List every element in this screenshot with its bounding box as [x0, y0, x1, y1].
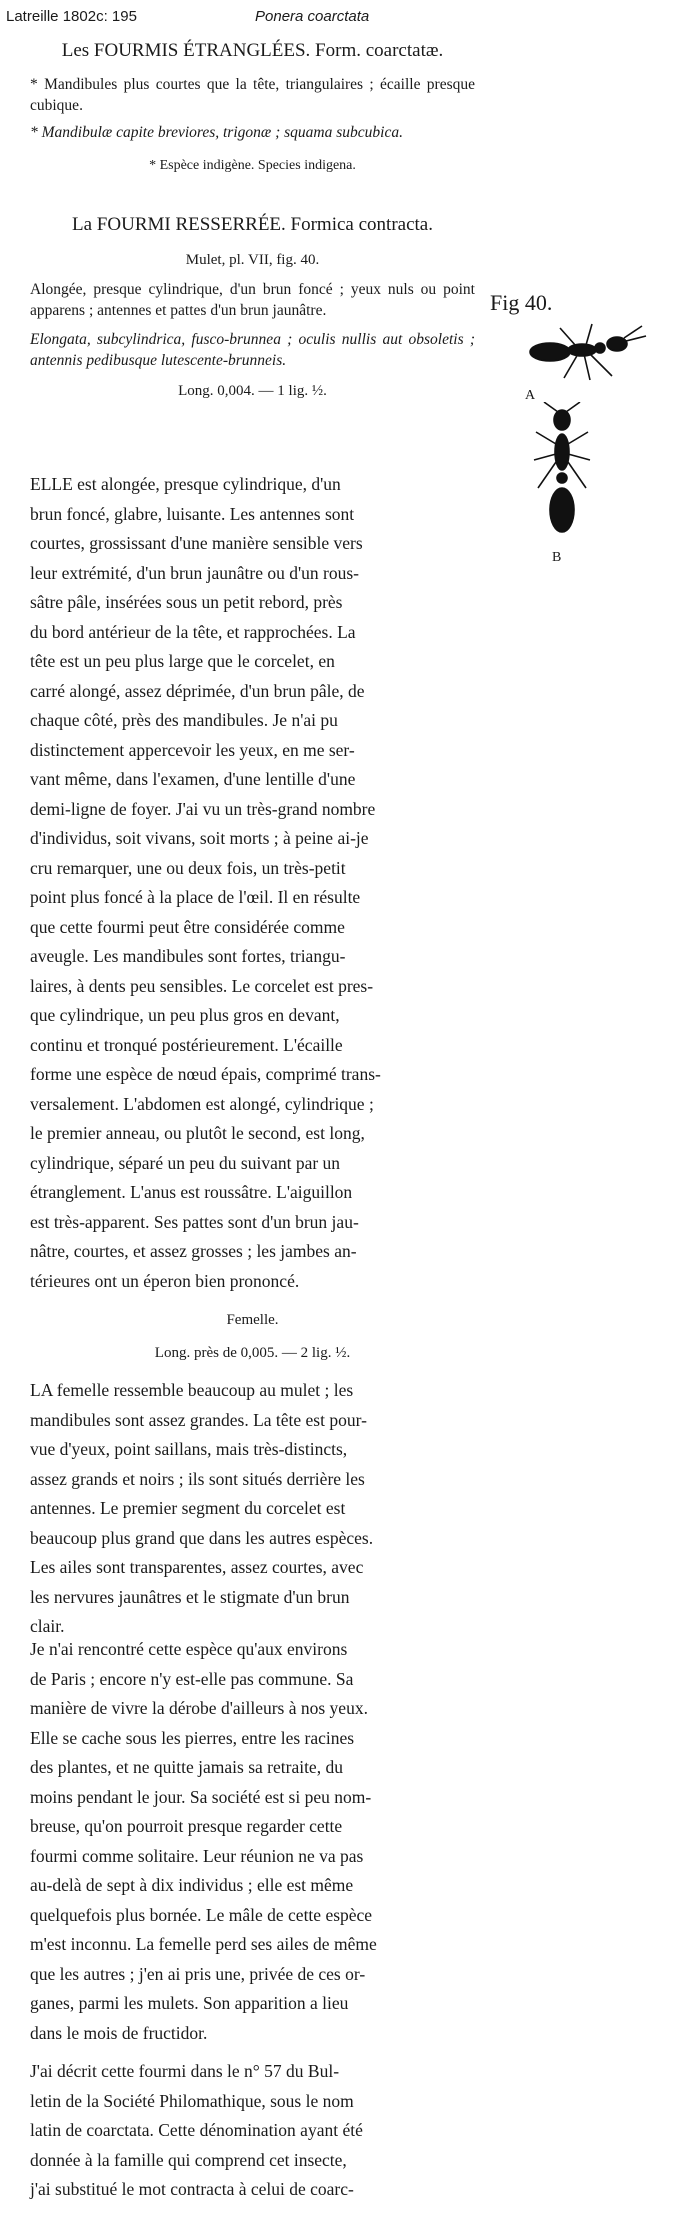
body-paragraph-2 — [30, 1635, 475, 2048]
text-line: fourmi comme solitaire. Leur réunion ne va pas — [30, 1845, 364, 1866]
text-line: chaque côté, près des mandibules. Je n'ai pu — [30, 710, 338, 730]
text-line: ELLE est alongée, presque cylindrique, d'un — [30, 474, 341, 494]
text-line: térieures ont un éperon bien prononcé. — [30, 1270, 300, 1291]
female-description — [30, 1376, 475, 1642]
text-line: cru remarquer, une ou deux fois, un très-petit — [30, 857, 346, 878]
text-line: du bord antérieur de la tête, et rapprochées. La — [30, 621, 356, 642]
text-line: letin de la Société Philomathique, sous le nom — [30, 2090, 354, 2111]
species-head — [30, 210, 475, 402]
text-line: distinctement appercevoir les yeux, en me ser- — [30, 739, 355, 760]
figure-label: Fig 40. — [490, 290, 553, 315]
species-length: Long. 0,004. — 1 lig. ½. — [178, 382, 327, 399]
species-diagnosis-fr: Alongée, presque cylindrique, d'un brun foncé ; yeux nuls ou point apparens ; antennes et pattes d'un brun jaunâtre. — [30, 280, 475, 319]
text-line: m'est inconnu. La femelle perd ses ailes de même — [30, 1934, 377, 1954]
text-line: tête est un peu plus large que le corcelet, en — [30, 651, 335, 671]
ant-figure — [490, 290, 670, 570]
text-line: vue d'yeux, point saillans, mais très-distincts, — [30, 1439, 348, 1459]
text-line: latin de coarctata. Cette dénomination ayant été — [30, 2120, 363, 2140]
species-title: La FOURMI RESSERRÉE. Formica contracta. — [72, 214, 433, 235]
body-paragraph-1 — [30, 470, 475, 1296]
figure-a-label: A — [525, 388, 536, 403]
text-line: les nervures jaunâtres et le stigmate d'un brun — [30, 1586, 350, 1607]
text-line: beaucoup plus grand que dans les autres espèces. — [30, 1527, 374, 1548]
text-line: Je n'ai rencontré cette espèce qu'aux environs — [30, 1639, 348, 1659]
text-line: est très-apparent. Ses pattes sont d'un brun jau- — [30, 1211, 359, 1232]
female-length: Long. près de 0,005. — 2 lig. ½. — [154, 1345, 351, 1361]
text-line: de Paris ; encore n'y est-elle pas commune. Sa — [30, 1668, 354, 1689]
page-header-left: Latreille 1802c: 195 — [6, 8, 137, 25]
text-line: étranglement. L'anus est roussâtre. L'aiguillon — [30, 1182, 353, 1202]
text-line: courtes, grossissant d'une manière sensible vers — [30, 533, 363, 553]
text-line: J'ai décrit cette fourmi dans le n° 57 du Bul- — [30, 2061, 340, 2081]
text-line: d'individus, soit vivans, soit morts ; à peine ai-je — [30, 828, 369, 848]
text-line: carré alongé, assez déprimée, d'un brun pâle, de — [30, 680, 365, 701]
text-line: assez grands et noirs ; ils sont situés derrière les — [30, 1468, 365, 1489]
section-note-fr: * Mandibules plus courtes que la tête, triangulaires ; écaille presque cubique. — [30, 75, 475, 114]
text-line: dans le mois de fructidor. — [30, 2022, 208, 2043]
text-line: laires, à dents peu sensibles. Le corcelet est pres- — [30, 975, 374, 996]
section-head — [30, 36, 475, 176]
text-line: clair. — [30, 1616, 65, 1636]
text-line: le premier anneau, ou plutôt le second, est long, — [30, 1123, 365, 1143]
female-section — [30, 1310, 475, 1642]
text-line: nâtre, courtes, et assez grosses ; les jambes an- — [30, 1241, 357, 1261]
section-note-la: * Mandibulæ capite breviores, trigonæ ; squama subcubica. — [30, 123, 403, 141]
ant-a-illustration — [520, 314, 650, 394]
text-line: Elle se cache sous les pierres, entre les racines — [30, 1727, 355, 1748]
text-line: au-delà de sept à dix individus ; elle est même — [30, 1875, 354, 1895]
ant-b-illustration — [532, 402, 592, 562]
section-indigene: * Espèce indigène. Species indigena. — [149, 157, 356, 173]
body-paragraph-3 — [30, 2057, 475, 2205]
text-line: versalement. L'abdomen est alongé, cylindrique ; — [30, 1093, 374, 1114]
text-line: donnée à la famille qui comprend cet insecte, — [30, 2149, 347, 2170]
species-diagnosis-la: Elongata, subcylindrica, fusco-brunnea ; oculis nullis aut obsoletis ; antennis pedibusque lutescente-brunneis. — [30, 330, 475, 369]
text-line: moins pendant le jour. Sa société est si peu nom- — [30, 1786, 372, 1807]
text-line: leur extrémité, d'un brun jaunâtre ou d'un rous- — [30, 562, 359, 583]
text-line: forme une espèce de nœud épais, comprimé trans- — [30, 1064, 381, 1084]
section-title: Les FOURMIS ÉTRANGLÉES. Form. coarctatæ. — [61, 40, 444, 61]
text-line: que cette fourmi peut être considérée comme — [30, 916, 345, 937]
text-line: Les ailes sont transparentes, assez courtes, avec — [30, 1557, 364, 1577]
female-heading: Femelle. — [226, 1312, 279, 1328]
text-line: j'ai substitué le mot contracta à celui de coarc- — [30, 2179, 354, 2199]
text-line: mandibules sont assez grandes. La tête est pour- — [30, 1409, 367, 1430]
text-line: LA femelle ressemble beaucoup au mulet ; les — [30, 1380, 354, 1400]
text-line: que les autres ; j'en ai pris une, privée de ces or- — [30, 1963, 366, 1984]
page-header-right: Ponera coarctata — [255, 8, 370, 25]
text-line: ganes, parmi les mulets. Son apparition a lieu — [30, 1993, 349, 2013]
text-line: brun foncé, glabre, luisante. Les antennes sont — [30, 503, 355, 524]
text-line: breuse, qu'on pourroit presque regarder cette — [30, 1816, 343, 1836]
text-line: manière de vivre la dérobe d'ailleurs à nos yeux. — [30, 1698, 368, 1718]
figure-b-label: B — [552, 550, 562, 565]
text-line: aveugle. Les mandibules sont fortes, triangu- — [30, 946, 346, 966]
text-line: que cylindrique, un peu plus gros en devant, — [30, 1005, 340, 1025]
text-line: demi-ligne de foyer. J'ai vu un très-grand nombre — [30, 798, 376, 819]
species-plate: Mulet, pl. VII, fig. 40. — [185, 251, 320, 268]
text-line: vant même, dans l'examen, d'une lentille d'une — [30, 769, 356, 789]
text-line: sâtre pâle, insérées sous un petit rebord, près — [30, 592, 343, 612]
text-line: continu et tronqué postérieurement. L'écaille — [30, 1034, 343, 1055]
text-line: antennes. Le premier segment du corcelet est — [30, 1498, 346, 1518]
text-line: point plus foncé à la place de l'œil. Il en résulte — [30, 887, 361, 907]
text-line: quelquefois plus bornée. Le mâle de cette espèce — [30, 1904, 373, 1925]
text-line: des plantes, et ne quitte jamais sa retraite, du — [30, 1757, 343, 1777]
text-line: cylindrique, séparé un peu du suivant par un — [30, 1152, 341, 1173]
